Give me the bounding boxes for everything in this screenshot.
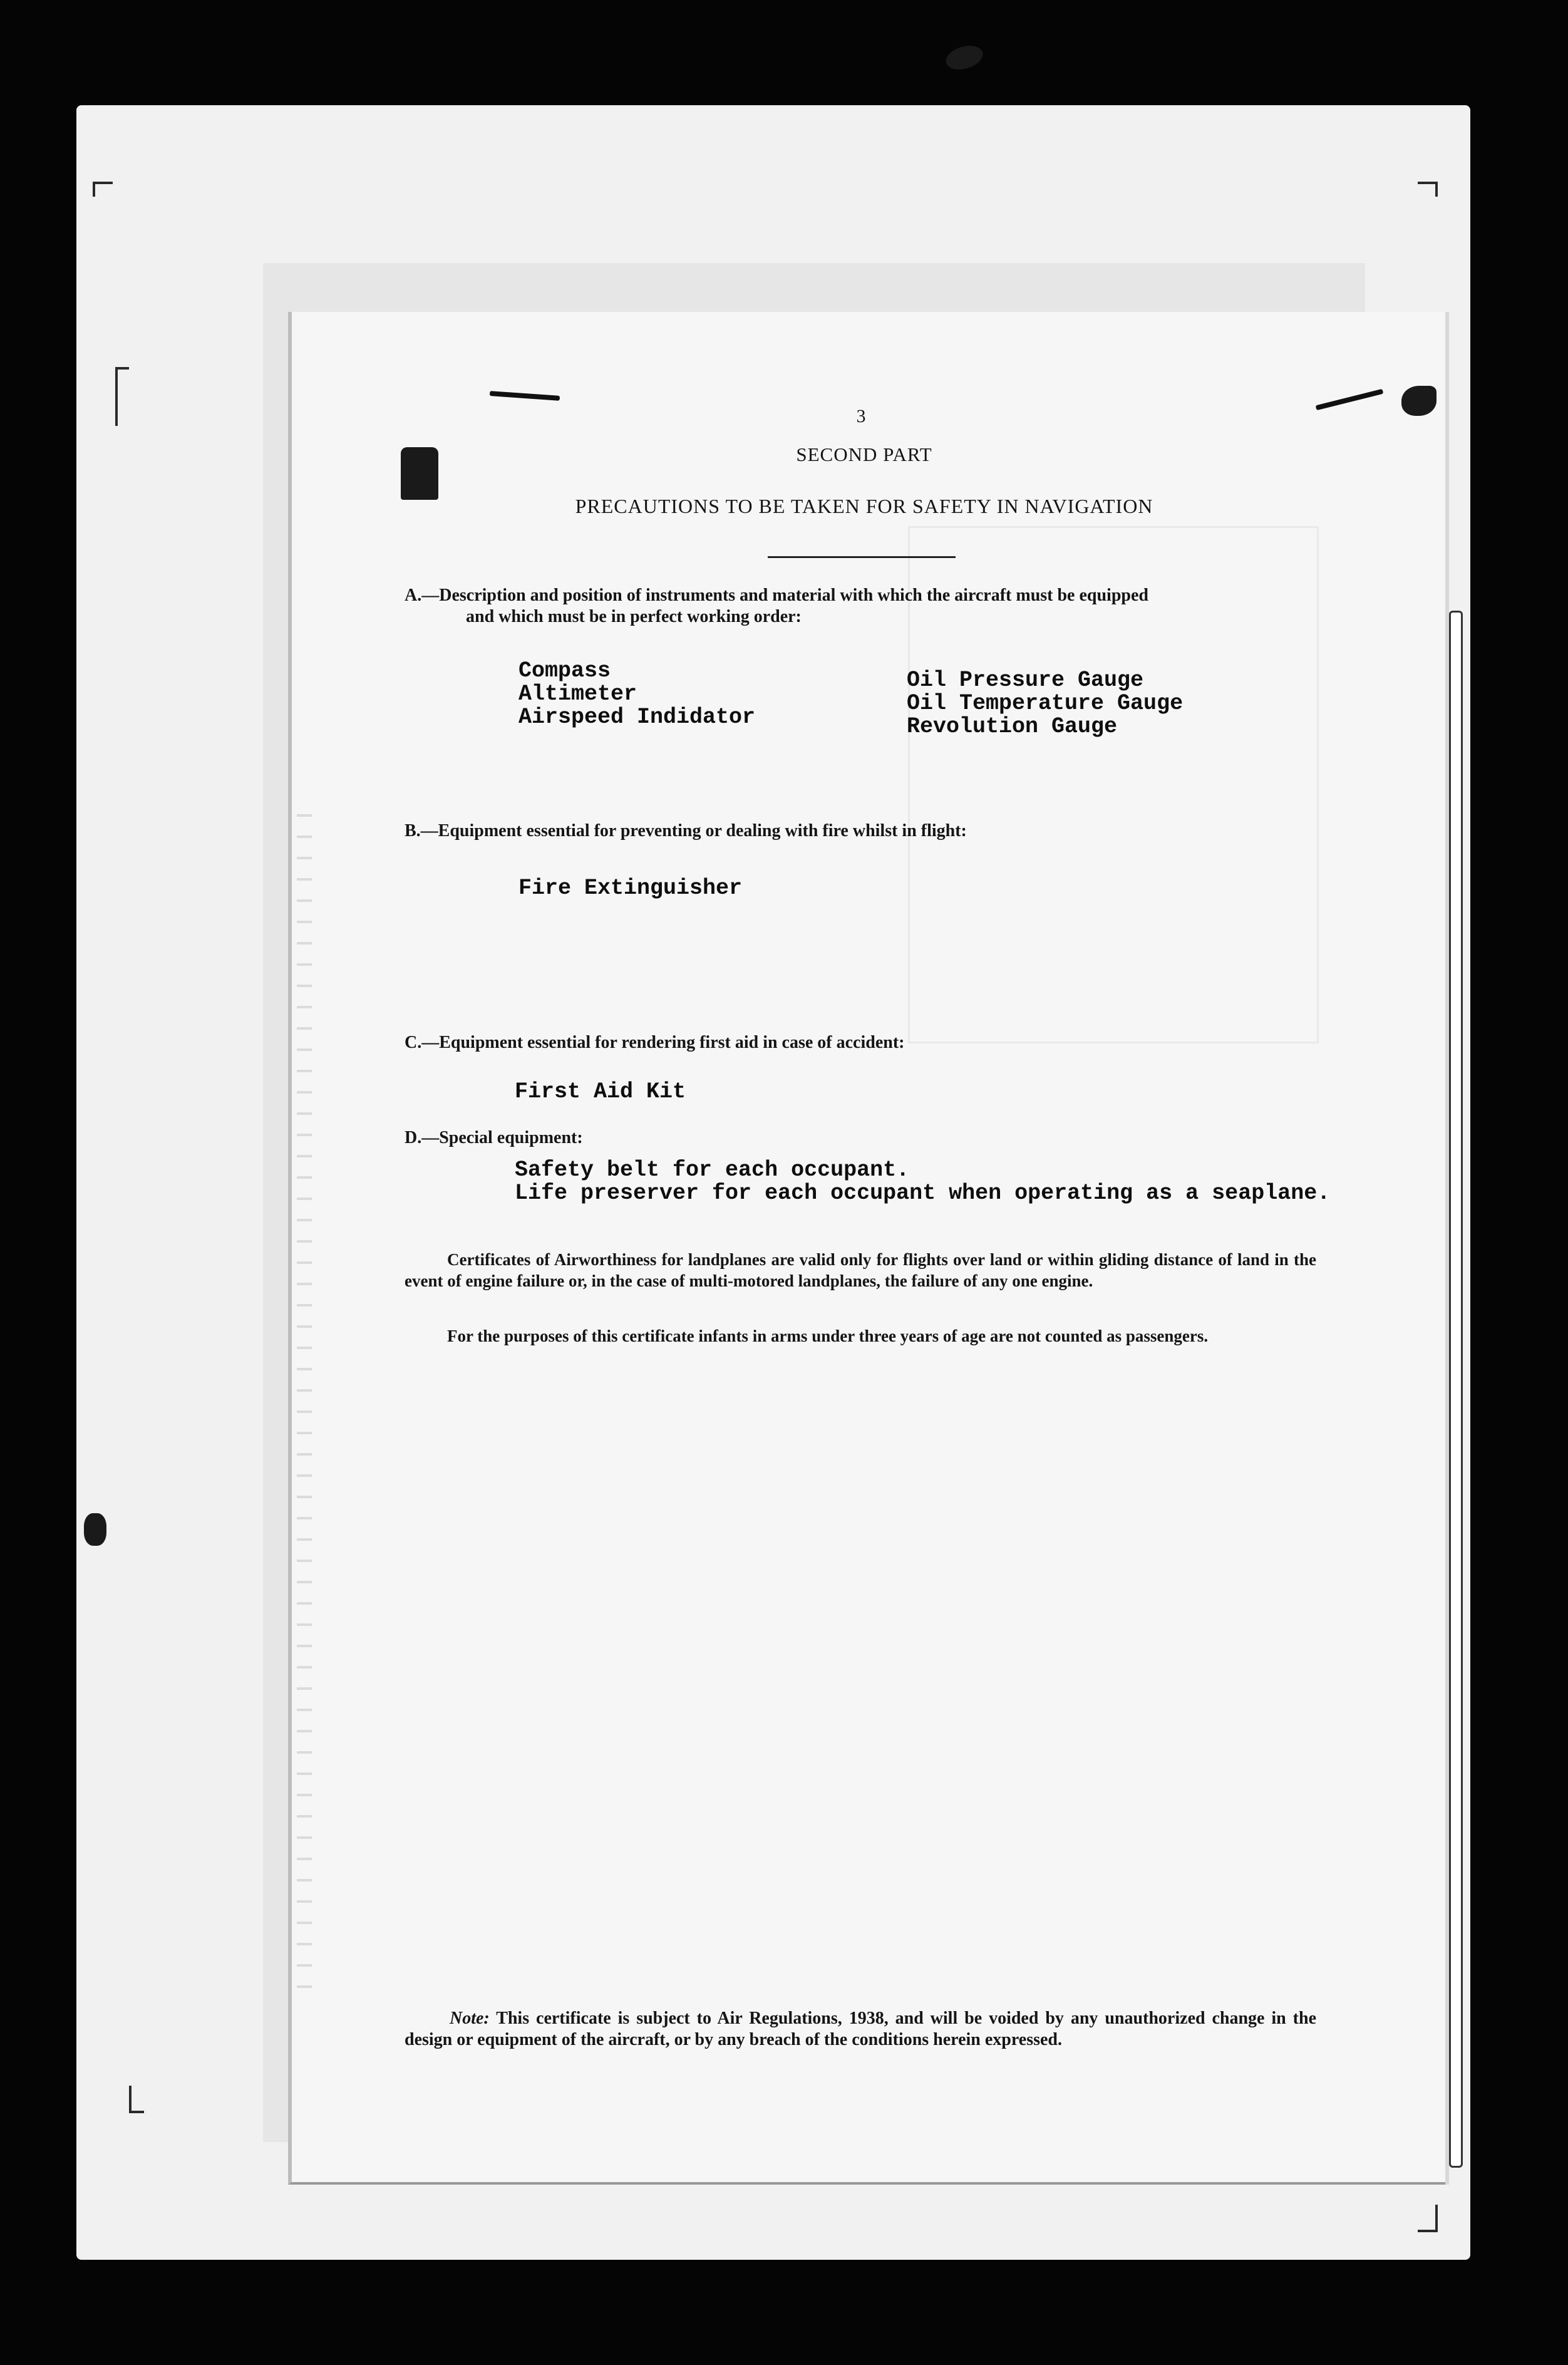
page-number: 3 xyxy=(856,406,866,427)
section-a-label-line1: A.—Description and position of instruments and material with which the aircraft must be equipped xyxy=(405,586,1148,605)
section-c-label: C.—Equipment essential for rendering first aid in case of accident: xyxy=(405,1033,905,1052)
section-b-label: B.—Equipment essential for preventing or dealing with fire whilst in flight: xyxy=(405,821,967,841)
airworthiness-paragraph: Certificates of Airworthiness for landplanes are valid only for flights over land or within gliding distance of land in the event of engine failure or, in the case of multi-motored landplanes, the failure of any one engine. xyxy=(405,1250,1316,1290)
frame-corner-mark xyxy=(115,367,129,426)
frame-corner-mark xyxy=(1418,182,1438,197)
instrument-item: Revolution Gauge xyxy=(907,714,1118,739)
passengers-paragraph: For the purposes of this certificate infants in arms under three years of age are not counted as passengers. xyxy=(447,1327,1209,1345)
instrument-item: Oil Temperature Gauge xyxy=(907,691,1184,716)
section-d-label: D.—Special equipment: xyxy=(405,1128,583,1147)
instrument-item: Oil Pressure Gauge xyxy=(907,668,1144,693)
instrument-item: Airspeed Indidator xyxy=(518,705,756,730)
note-label: Note: xyxy=(450,2009,490,2028)
instrument-item: Compass xyxy=(518,658,611,683)
clip-mark xyxy=(1401,386,1436,416)
clip-mark xyxy=(942,39,986,76)
frame-corner-mark xyxy=(1418,2205,1438,2232)
frame-corner-mark xyxy=(93,182,113,197)
section-c-entry: First Aid Kit xyxy=(515,1079,686,1104)
clip-mark xyxy=(401,447,438,500)
note-text: This certificate is subject to Air Regulations, 1938, and will be voided by any unauthorized change in the design or equipment of the aircraft, or by any breach of the conditions herein expressed. xyxy=(405,2009,1316,2049)
instrument-list-right xyxy=(907,669,1183,738)
special-equipment-item: Life preserver for each occupant when operating as a seaplane. xyxy=(515,1181,1331,1206)
instrument-item: Altimeter xyxy=(518,681,637,706)
section-d-entries xyxy=(515,1159,1330,1205)
section-a-label xyxy=(405,585,1319,628)
note-paragraph xyxy=(405,2008,1316,2051)
frame-corner-mark xyxy=(129,2086,144,2113)
section-b-entry: Fire Extinguisher xyxy=(518,876,743,901)
instrument-list-left xyxy=(518,660,755,729)
binding-strip xyxy=(1449,611,1463,2168)
title-divider xyxy=(768,556,956,558)
special-equipment-item: Safety belt for each occupant. xyxy=(515,1157,910,1182)
page-edge-marks xyxy=(297,814,312,2004)
section-a-label-line2: and which must be in perfect working order: xyxy=(466,607,802,626)
clip-mark xyxy=(84,1513,106,1546)
section-title: PRECAUTIONS TO BE TAKEN FOR SAFETY IN NAVIGATION xyxy=(575,495,1153,517)
part-title: SECOND PART xyxy=(796,443,932,465)
